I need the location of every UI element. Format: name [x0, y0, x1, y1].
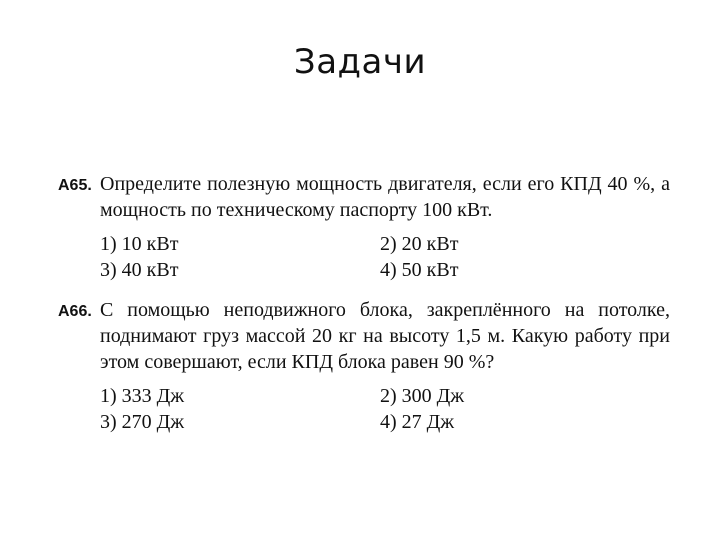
answer-option-3: 3) 40 кВт	[100, 259, 179, 281]
problem-statement	[58, 297, 670, 375]
answer-option-4: 4) 50 кВт	[380, 259, 459, 281]
answer-option-2: 2) 300 Дж	[380, 385, 465, 407]
slide-title: Задачи	[293, 42, 427, 82]
answer-option-1: 1) 333 Дж	[100, 385, 185, 407]
problem-number: А65.	[58, 177, 92, 194]
answer-option-2: 2) 20 кВт	[380, 233, 459, 255]
problem-text: Определите полезную мощность двигателя, если его КПД 40 %, а мощность по техническому паспорту 100 кВт.	[100, 173, 670, 221]
answer-options	[100, 231, 670, 283]
answer-option-3: 3) 270 Дж	[100, 411, 185, 433]
problem-a65	[58, 171, 670, 283]
answer-option-1: 1) 10 кВт	[100, 233, 179, 255]
answer-options	[100, 383, 670, 435]
problem-number: А66.	[58, 303, 92, 320]
problem-a66	[58, 297, 670, 435]
problem-statement	[58, 171, 670, 223]
problem-text: С помощью неподвижного блока, закреплённого на потолке, поднимают груз массой 20 кг на высоту 1,5 м. Какую работу при этом совершают, если КПД блока равен 90 %?	[100, 299, 670, 373]
answer-option-4: 4) 27 Дж	[380, 411, 455, 433]
